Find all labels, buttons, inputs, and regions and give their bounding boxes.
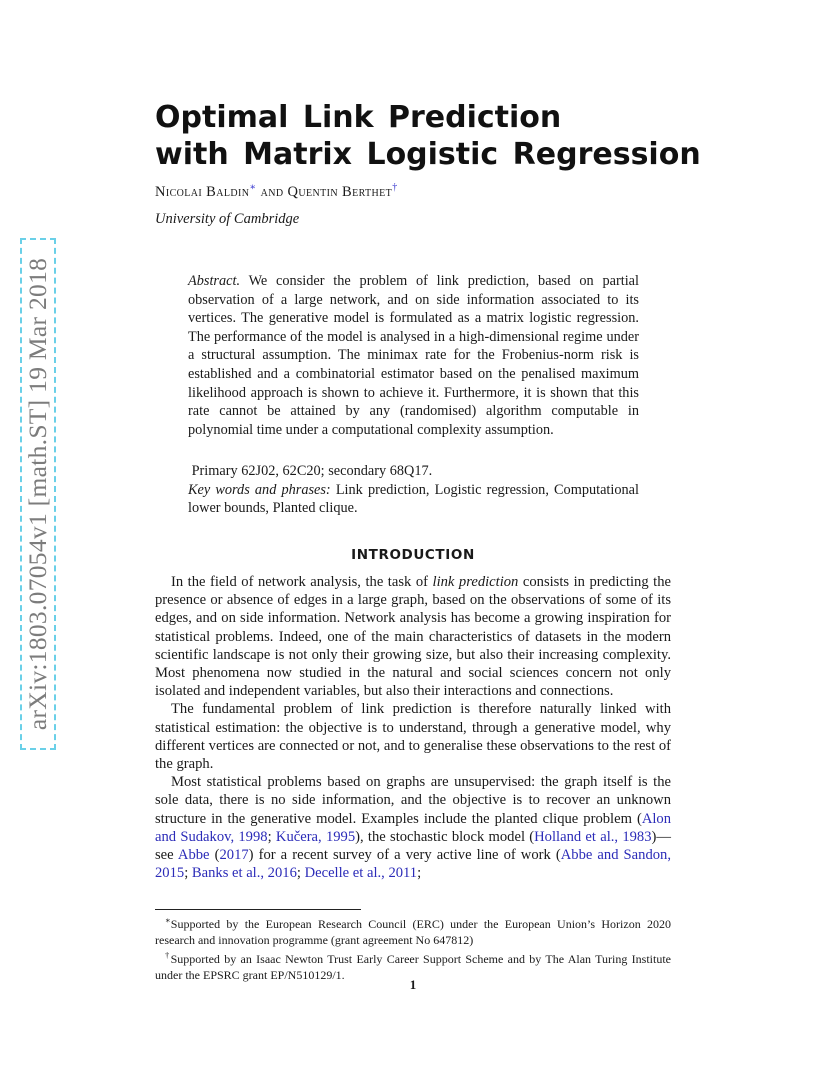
citation-link[interactable]: Abbe and Sandon, 2015 [155,847,671,882]
title-line-2: with Matrix Logistic Regression [155,137,701,172]
section-heading-introduction: INTRODUCTION [351,547,475,563]
p3-text-9: ; [417,865,422,882]
abstract-lead: Abstract. [188,273,241,289]
paragraph-1-text-a: In the field of network analysis, the task of [171,574,433,590]
arxiv-identifier-stamp [20,238,56,750]
paragraph-3 [155,773,671,882]
keywords-text: Link prediction, Logistic regression, Computational lower bounds, Planted clique. [188,481,639,517]
arxiv-identifier-text: arXiv:1803.07054v1 [math.ST] 19 Mar 2018 [23,257,53,731]
footnotes [155,913,671,983]
footnote-1-text: Supported by the European Research Council (ERC) under the European Union’s Horizon 2020 research and innovation programme (grant agreement No 647812) [155,917,671,947]
introduction-body [155,573,671,882]
footnote-2-mark: † [165,950,171,961]
msc-codes: Primary 62J02, 62C20; secondary 68Q17. [191,463,433,479]
citation-link[interactable]: Decelle et al., 2011 [304,865,418,882]
keywords-line [188,481,639,518]
footnote-2-text: Supported by an Isaac Newton Trust Early Career Support Scheme and by The Alan Turing Institute under the EPSRC grant EP/N510129/1. [155,952,672,982]
p3-text-5: ( [209,847,220,864]
footnote-mark-1[interactable]: ∗ [249,182,257,193]
paragraph-1-text-b: consists in predicting the presence or absence of edges in a large graph, based on the observations of some of its edges, and on side information. Network analysis has become a growing inspiration for statistical problems. Indeed, one of the main characteristics of datasets in the modern scientific landscape is not only their growing size, but also their increasing complexity. Most phenomena now studied in the natural and social sciences concern not only isolated and independent variables, but also their interactions and connections. [155,574,671,700]
p3-text-4: )—see [155,828,671,864]
author-name-1: Nicolai Baldin [155,183,250,200]
citation-link[interactable]: 2017 [219,847,249,864]
paragraph-2: The fundamental problem of link prediction is therefore naturally linked with statistical estimation: the objective is to understand, through a generative model, why different vertices are connected or not, and to generalise these observations to the rest of the graph. [155,701,671,773]
author-name-2: Quentin Berthet [287,183,393,200]
emphasis-link-prediction: link prediction [432,574,519,590]
p3-text-7: ; [184,865,192,882]
affiliation: University of Cambridge [155,211,300,227]
paper-title [155,99,701,173]
footnote-mark-2[interactable]: † [392,182,398,193]
citation-link[interactable]: Alon and Sudakov, 1998 [155,810,671,845]
footnote-divider [155,909,361,910]
footnote-1-mark: ∗ [165,915,171,925]
p3-text-3: ), the stochastic block model ( [355,828,535,845]
title-line-1: Optimal Link Prediction [155,100,562,135]
citation-link[interactable]: Banks et al., 2016 [191,865,297,882]
citation-link[interactable]: Kučera, 1995 [275,828,356,845]
abstract [188,272,639,439]
citation-link[interactable]: Holland et al., 1983 [534,828,652,845]
page-number: 1 [409,977,417,992]
keywords-label: Key words and phrases: [188,481,331,498]
p3-text-2: ; [267,828,276,845]
abstract-text: We consider the problem of link prediction, based on partial observation of a large network, and on side information associated to its vertices. The generative model is formulated as a matrix logistic regression. The performance of the model is analysed in a high-dimensional regime under a structural assumption. The minimax rate for the Frobenius-norm risk is established and a combinatorial estimator based on the penalised maximum likelihood approach is shown to achieve it. Furthermore, it is shown that this rate cannot be attained by any (randomised) algorithm computable in polynomial time under a computational complexity assumption. [188,273,639,438]
p3-text-6: ) for a recent survey of a very active line of work ( [248,847,561,864]
p3-text-8: ; [296,865,305,882]
citation-link[interactable]: Abbe [177,847,210,864]
classification-block [188,462,639,518]
author-conjunction: and [256,183,288,200]
footnote-1 [155,913,671,948]
author-list [155,182,398,201]
paragraph-1 [155,573,671,700]
p3-text-1: Most statistical problems based on graphs are unsupervised: the graph itself is the sole data, there is no side information, and the objective is to recover an unknown structure in the generative model. Examples include the planted clique problem ( [155,774,671,827]
msc-classification [188,462,639,481]
